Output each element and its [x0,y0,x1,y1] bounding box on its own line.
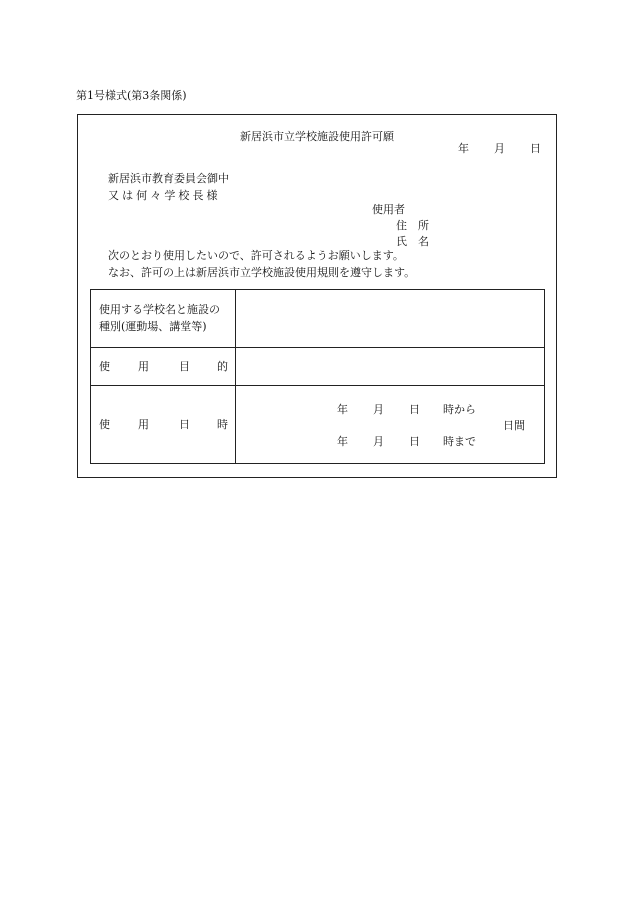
form-title: 新居浜市立学校施設使用許可願 [240,130,394,143]
date-year-label: 年 [458,142,469,155]
address-label: 住 所 [396,219,429,232]
days-count-label: 日間 [503,419,525,432]
datetime-char: 日 [179,418,190,431]
to-day: 日 [409,435,420,448]
datetime-char: 時 [217,418,228,431]
purpose-char: 目 [179,360,190,373]
compliance-text: なお、許可の上は新居浜市立学校施設使用規則を遵守します。 [108,266,416,279]
purpose-char: 使 [99,360,110,373]
usage-table [90,289,545,464]
datetime-char: 用 [138,418,149,431]
to-year: 年 [337,435,348,448]
from-year: 年 [337,403,348,416]
table-row-facility [91,290,544,348]
form-number-label: 第1号様式(第3条関係) [76,89,187,102]
table-row-purpose [91,348,544,386]
datetime-char: 使 [99,418,110,431]
addressee-principal: 又は何々学校長様 [108,189,221,202]
from-day: 日 [409,403,420,416]
addressee-board: 新居浜市教育委員会御中 [108,172,229,185]
date-day-label: 日 [530,142,541,155]
name-label: 氏 名 [396,235,429,248]
to-month: 月 [373,435,384,448]
facility-label-line2: 種別(運動場、講堂等) [99,320,207,333]
request-text: 次のとおり使用したいので、許可されるようお願いします。 [108,249,404,262]
from-hour: 時から [443,403,476,416]
to-hour: 時まで [443,435,476,448]
facility-label-line1: 使用する学校名と施設の [99,303,220,316]
application-form [77,114,557,478]
purpose-char: 的 [217,360,228,373]
applicant-label: 使用者 [372,203,405,216]
from-month: 月 [373,403,384,416]
purpose-char: 用 [138,360,149,373]
table-row-datetime [91,386,544,463]
date-month-label: 月 [494,142,505,155]
